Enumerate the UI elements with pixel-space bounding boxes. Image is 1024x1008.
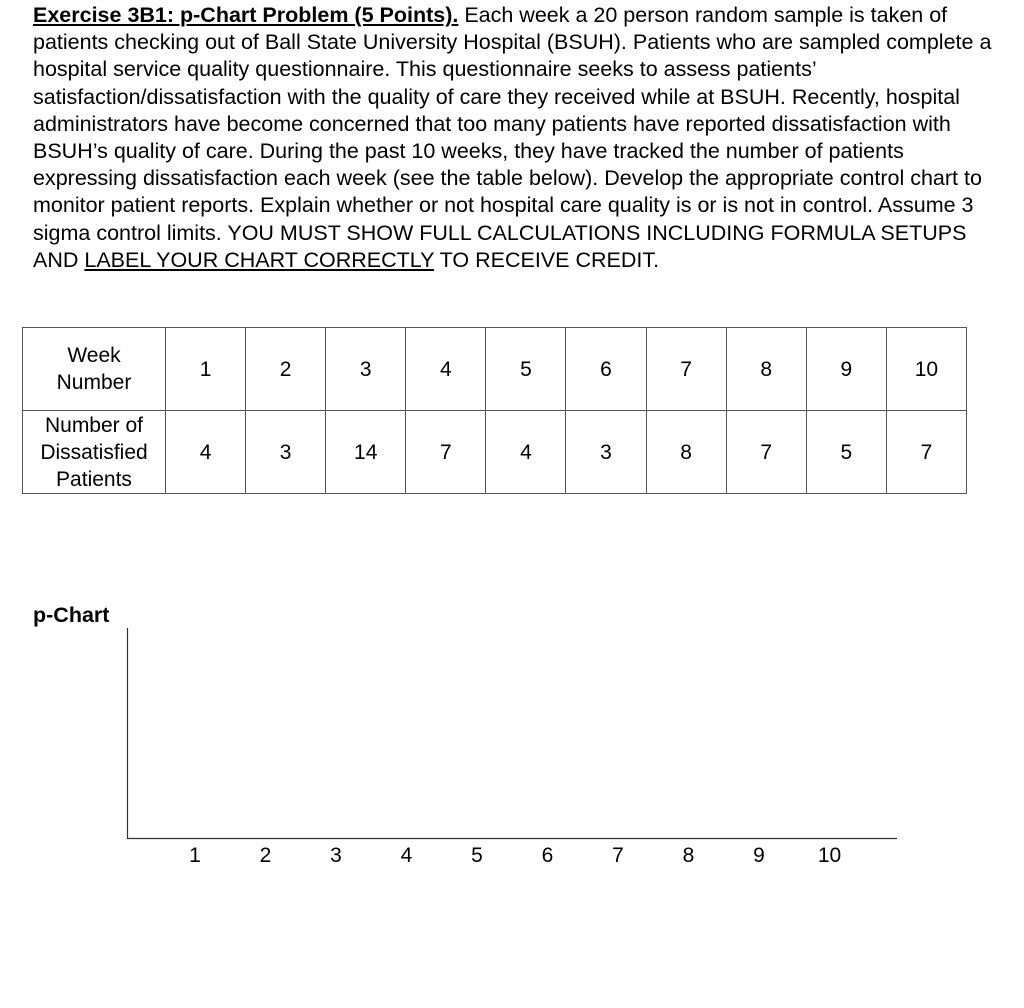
x-tick-label: 7 [612, 844, 624, 867]
dissatisfied-header-line1: Number of [44, 413, 144, 437]
dissatisfied-cell: 7 [886, 411, 966, 494]
week-cell: 10 [886, 328, 966, 411]
week-cell: 3 [326, 328, 406, 411]
dissatisfied-cell: 14 [326, 411, 406, 494]
week-header-line2: Number [56, 371, 132, 394]
x-tick-label: 4 [400, 844, 413, 867]
dissatisfied-cell: 5 [806, 411, 886, 494]
week-cell: 7 [646, 328, 726, 411]
week-cell: 8 [726, 328, 806, 411]
x-tick-label: 8 [682, 844, 695, 867]
dissatisfied-cell: 4 [166, 411, 246, 494]
dissatisfied-header-line3: Patients [56, 467, 132, 491]
x-tick-labels [189, 844, 841, 867]
dissatisfied-cell: 8 [646, 411, 726, 494]
x-tick-label: 5 [471, 844, 483, 867]
x-tick-label: 10 [817, 844, 842, 867]
dissatisfied-cell: 7 [726, 411, 806, 494]
x-tick-label: 9 [753, 844, 765, 867]
x-tick-label: 2 [259, 844, 272, 867]
x-tick-label: 1 [189, 844, 201, 867]
x-tick-label: 3 [330, 844, 342, 867]
week-cell: 9 [806, 328, 886, 411]
problem-body: Each week a 20 person random sample is taken of patients checking out of Ball State University Hospital (BSUH). Patients who are sampled complete a hospital service quality questionnaire. This questionnaire seeks to assess patients’ satisfaction/dissatisfaction with the quality of care they received while at BSUH. Recently, hospital administrators have become concerned that too many patients have reported dissatisfaction with BSUH’s quality of care. During the past 10 weeks, they have tracked the number of patients expressing dissatisfaction each week (see the table below). Develop the appropriate control chart to monitor patient reports. Explain whether or not hospital care quality is or is not in control. Assume 3 sigma control limits. YOU MUST SHOW FULL CALCULATIONS INCLUDING FORMULA SETUPS AND [33, 3, 992, 272]
week-header-line1: Week [67, 344, 121, 367]
week-cell: 2 [246, 328, 326, 411]
x-tick-label: 6 [541, 844, 554, 867]
dissatisfied-header-line2: Dissatisfied [40, 440, 148, 464]
week-cell: 4 [406, 328, 486, 411]
label-chart-instruction: LABEL YOUR CHART CORRECTLY [84, 247, 435, 272]
dissatisfied-cell: 7 [406, 411, 486, 494]
chart-title: p-Chart [33, 603, 110, 627]
week-cell: 5 [486, 328, 566, 411]
exercise-title: Exercise 3B1: p-Chart Problem (5 Points). [33, 3, 459, 27]
dissatisfied-cell: 4 [486, 411, 566, 494]
week-cell: 1 [166, 328, 246, 411]
dissatisfied-cell: 3 [566, 411, 646, 494]
problem-body-end: TO RECEIVE CREDIT. [434, 247, 660, 272]
dissatisfied-cell: 3 [246, 411, 326, 494]
week-cell: 6 [566, 328, 646, 411]
